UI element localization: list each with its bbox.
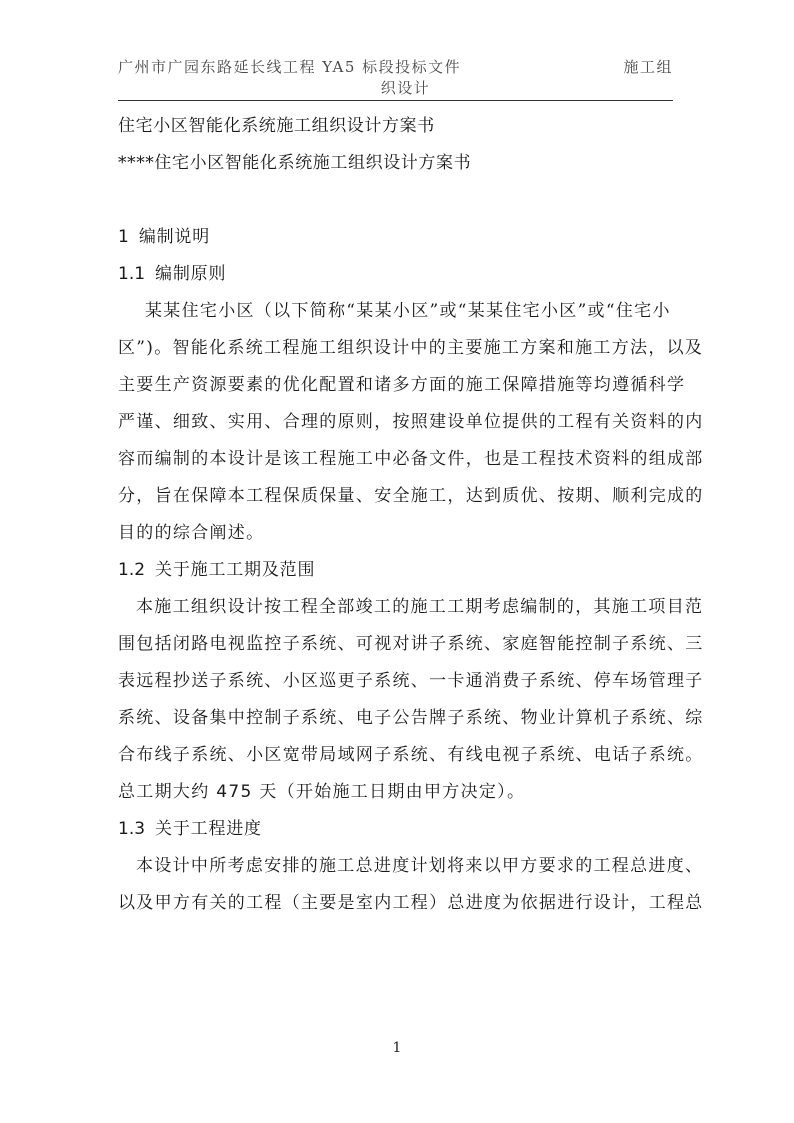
header-project-title: 广州市广园东路延长线工程 YA5 标段投标文件 [118, 58, 462, 76]
document-body [118, 108, 704, 922]
paragraph-line: 目的的综合阐述。 [118, 523, 265, 543]
section-number: 1.1 [118, 264, 146, 284]
section-heading-1-3 [118, 811, 678, 848]
paragraph-line: 表远程抄送子系统、小区巡更子系统、一卡通消费子系统、停车场管理子 [118, 671, 704, 691]
header-section-label: 施工组 [623, 58, 673, 76]
paragraph-line: 主要生产资源要素的优化配置和诸多方面的施工保障措施等均遵循科学 [118, 375, 686, 395]
page-number: 1 [392, 1040, 402, 1056]
paragraph-schedule-scope [118, 589, 704, 811]
paragraph-line: 严谨、细致、实用、合理的原则，按照建设单位提供的工程有关资料的内 [118, 412, 704, 432]
paragraph-progress [118, 848, 704, 922]
duration-days: 475 [216, 782, 253, 802]
page-header [118, 56, 673, 102]
paragraph-line: 合布线子系统、小区宽带局域网子系统、有线电视子系统、电话子系统。 [118, 745, 704, 765]
section-title: 编制说明 [138, 227, 211, 247]
section-number: 1 [118, 227, 129, 247]
paragraph-line: 区”)。智能化系统工程施工组织设计中的主要施工方案和施工方法，以及 [118, 338, 704, 358]
duration-suffix: 天（开始施工日期由甲方决定）。 [252, 782, 526, 802]
paragraph-line: 容而编制的本设计是该工程施工中必备文件，也是工程技术资料的组成部 [118, 449, 704, 469]
paragraph-line: 以及甲方有关的工程（主要是室内工程）总进度为依据进行设计，工程总 [118, 893, 704, 913]
paragraph-line: 本施工组织设计按工程全部竣工的施工工期考虑编制的，其施工项目范 [136, 597, 704, 617]
paragraph-principles [118, 293, 704, 552]
section-title: 编制原则 [155, 264, 227, 284]
paragraph-line: 围包括闭路电视监控子系统、可视对讲子系统、家庭智能控制子系统、三 [118, 634, 704, 654]
spacer [118, 182, 678, 219]
paragraph-line: 本设计中所考虑安排的施工总进度计划将来以甲方要求的工程总进度、 [136, 856, 704, 876]
document-title: 住宅小区智能化系统施工组织设计方案书 [118, 116, 435, 136]
document-subtitle: ****住宅小区智能化系统施工组织设计方案书 [118, 153, 472, 173]
section-number: 1.2 [118, 560, 146, 580]
section-heading-1-2 [118, 552, 678, 589]
section-title: 关于施工工期及范围 [155, 560, 316, 580]
paragraph-line: 某某住宅小区（以下简称“某某小区”或“某某住宅小区”或“住宅小 [145, 301, 671, 321]
header-divider [118, 100, 673, 101]
paragraph-line: 分，旨在保障本工程保质保量、安全施工，达到质优、按期、顺利完成的 [118, 486, 704, 506]
total-duration-line [118, 774, 678, 811]
duration-prefix: 总工期大约 [118, 782, 217, 802]
header-section-label-continued: 织设计 [380, 79, 431, 97]
section-heading-1-1 [118, 256, 678, 293]
section-heading-1 [118, 219, 678, 256]
paragraph-line: 系统、设备集中控制子系统、电子公告牌子系统、物业计算机子系统、综 [118, 708, 704, 728]
section-title: 关于工程进度 [155, 819, 262, 839]
section-number: 1.3 [118, 819, 146, 839]
